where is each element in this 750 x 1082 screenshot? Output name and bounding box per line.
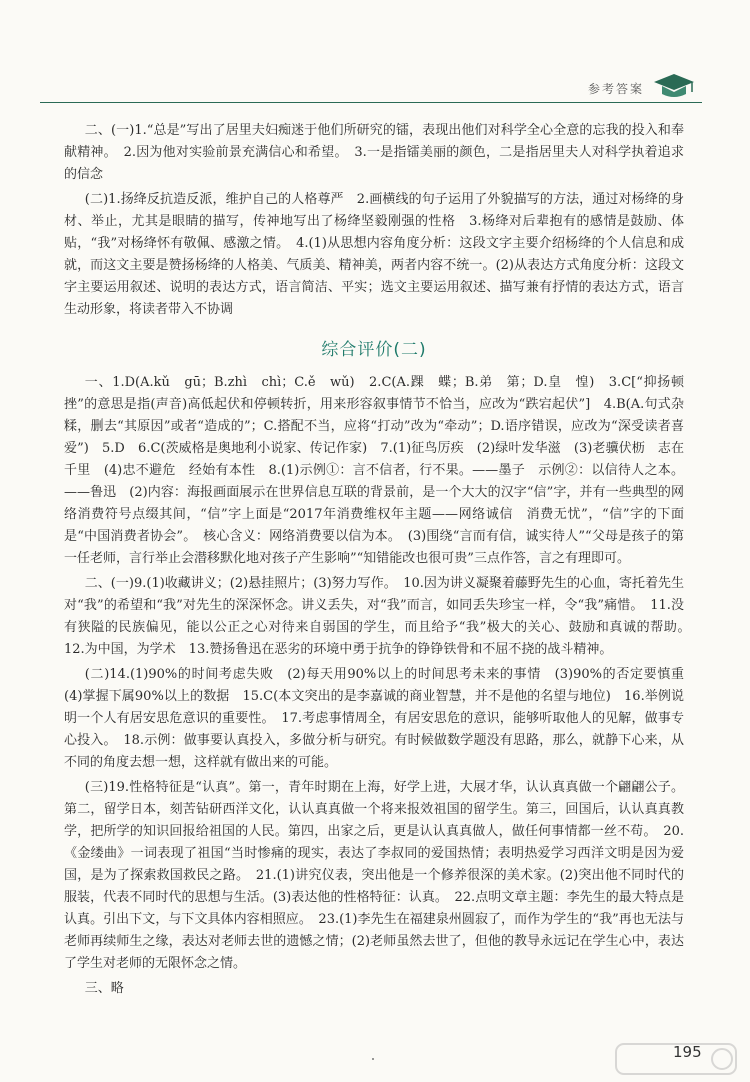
header-label: 参考答案 — [587, 82, 644, 96]
page-number: 195 — [673, 1043, 702, 1061]
answer-paragraph: 二、(一)1.“总是”写出了居里夫妇痴迷于他们所研究的镭，表现出他们对科学全心全意的忘我的投入和奉献精神。 2.因为他对实验前景充满信心和希望。 3.一是指镭美丽的颜色，二是指居里夫人对科学执着追求的信念 — [64, 123, 684, 182]
graduation-cap-icon — [650, 68, 698, 102]
page-header — [40, 66, 702, 106]
answer-paragraph: (二)1.扬绛反抗造反派，维护自己的人格尊严 2.画横线的句子运用了外貌描写的方法，通过对杨绛的身材、举止，尤其是眼睛的描写，传神地写出了杨绛坚毅刚强的性格 3.杨绛对后辈抱有的感情是鼓励、体贴，“我”对杨绛怀有敬佩、感激之情。 4.(1)从思想内容角度分析：这段文字主要介绍杨绛的个人信息和成就，而这文主要是赞扬杨绛的人格美、气质美、精神美，两者内容不统一。(2)从表达方式角度分析：这段文字主要运用叙述、说明的表达方式，语言简洁、平实；选文主要运用叙述、描写兼有抒情的表达方式，语言生动形象，将读者带入不协调 — [64, 192, 684, 317]
answer-paragraph: 三、略 — [84, 981, 124, 996]
answer-paragraph: 二、(一)9.(1)收藏讲义；(2)悬挂照片；(3)努力写作。 10.因为讲义凝聚着藤野先生的心血，寄托着先生对“我”的希望和“我”对先生的深深怀念。讲义丢失，对“我”而言，如同丢失珍宝一样，令“我”痛惜。 11.没有狭隘的民族偏见，能以公正之心对待来自弱国的学生，而且给予“我”极大的关心、鼓励和真诚的帮助。 12.为中国，为学术 13.赞扬鲁迅在恶劣的环境中勇于抗争的铮铮铁骨和不屈不挠的战斗精神。 — [64, 576, 698, 657]
answer-paragraph: 一、1.D(A.kǔ gū；B.zhì chì；C.ě wǔ) 2.C(A.踝 蝶；B.弟 第；D.皇 惶) 3.C[“抑扬顿挫”的意思是指(声音)高低起伏和停顿转折，用来形容叙事情节不恰当，应改为“跌宕起伏”] 4.B(A.句式杂糅，删去“其原因”或者“造成的”；C.搭配不当，应将“打动”改为“牵动”；D.语序错误，应改为“深受读者喜爱”) 5.D 6.C(茨威格是奥地利小说家、传记作家) 7.(1)征鸟厉疾 (2)绿叶发华滋 (3)老骥伏枥 志在千里 (4)忠不避危 经始有本性 8.(1)示例①：言不信者，行不果。——墨子 示例②：以信待人之本。——鲁迅 (2)内容：海报画面展示在世界信息互联的背景前，是一个大大的汉字“信”字，并有一些典型的网络消费符号点缀其间，“信”字上面是“2017年消费维权年主题——网络诚信 消费无忧”，“信”字的下面是“中国消费者协会”。 核心含义：网络消费要以信为本。 (3)围绕“言而有信，诚实待人”“父母是孩子的第一任老师，言行举止会潜移默化地对孩子产生影响”“知错能改也很可贵”三点作答，言之有理即可。 — [64, 375, 684, 566]
decorative-dot — [372, 1058, 374, 1060]
answer-content — [64, 120, 698, 1003]
section-title: 综合评价(二) — [321, 340, 427, 360]
answer-paragraph: (三)19.性格特征是“认真”。第一，青年时期在上海，好学上进，大展才华，认认真真做一个翩翩公子。第二，留学日本，刻苦钻研西洋文化，认认真真做一个将来报效祖国的留学生。第三，回国后，认认真真教学，把所学的知识回报给祖国的人民。第四，出家之后，更是认认真真做人，做任何事情都一丝不苟。 20.《金缕曲》一词表现了祖国“当时惨痛的现实，表达了李叔同的爱国热情；表明热爱学习西洋文明是因为爱国，是为了探索救国救民之路。 21.(1)讲究仪表，突出他是一个修养很深的美术家。(2)突出他不同时代的服装，代表不同时代的思想与生活。(3)表达他的性格特征：认真。 22.点明文章主题：李先生的最大特点是认真。引出下文，与下文具体内容相照应。 23.(1)李先生在福建泉州圆寂了，而作为学生的“我”再也无法与老师再续师生之缘，表达对老师去世的遗憾之情；(2)老师虽然去世了，但他的教导永远记在学生心中，表达了学生对老师的无限怀念之情。 — [64, 780, 684, 971]
answer-paragraph: (二)14.(1)90%的时间考虑失败 (2)每天用90%以上的时间思考未来的事情 (3)90%的否定要慎重 (4)掌握下属90%以上的数据 15.C(本文突出的是李嘉诚的商业智慧，并不是他的名望与地位) 16.举例说明一个人有居安思危意识的重要性。 17.考虑事情周全，有居安思危的意识，能够听取他人的见解，做事专心投入。 18.示例：做事要认真投入，多做分析与研究。有时候做数学题没有思路，那么，就静下心来，从不同的角度去想一想，这样就有做出来的可能。 — [64, 667, 698, 770]
header-rule — [40, 102, 702, 103]
